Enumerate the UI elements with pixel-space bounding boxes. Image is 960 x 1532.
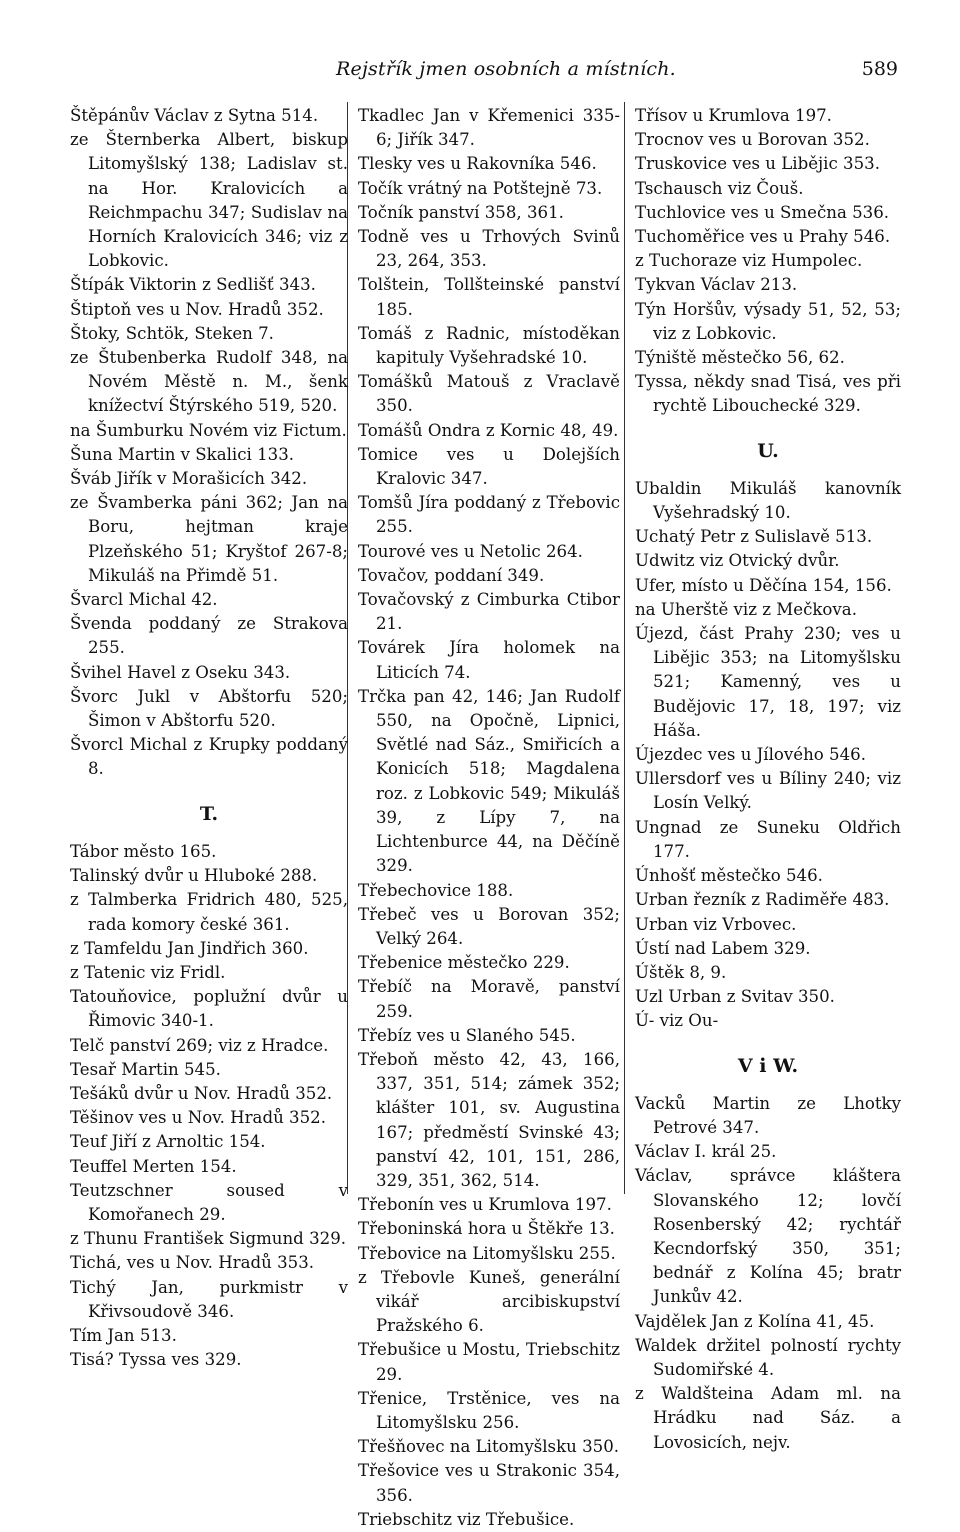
index-entry: Třebušice u Mostu, Triebschitz 29. xyxy=(358,1340,620,1384)
index-entry: Třebonín ves u Krumlova 197. xyxy=(358,1195,612,1215)
index-entry: Štěpánův Václav z Sytna 514. xyxy=(70,106,319,125)
entry-list xyxy=(70,840,348,1372)
index-entry: Švarcl Michal 42. xyxy=(70,590,218,610)
index-entry: Waldek držitel polností rychty Sudomiřské 4. xyxy=(635,1335,901,1379)
index-entry: Urban viz Vrbovec. xyxy=(635,914,797,934)
index-entry: Štiptoň ves u Nov. Hradů 352. xyxy=(70,299,324,319)
index-entry: Todně ves u Trhových Svinů 23, 264, 353. xyxy=(358,227,620,271)
index-entry: Těšinov ves u Nov. Hradů 352. xyxy=(70,1108,326,1128)
index-entry: Tomáš z Radnic, místoděkan kapituly Vyšehradské 10. xyxy=(358,323,620,368)
index-entry: Švorc Jukl v Abštorfu 520; Šimon v Abštorfu 520. xyxy=(70,686,348,731)
index-entry: z Waldšteina Adam ml. na Hrádku nad Sáz. a Lovosicích, nejv. xyxy=(635,1384,901,1452)
index-entry: Šuna Martin v Skalici 133. xyxy=(70,444,295,464)
index-entry: Tichý Jan, purkmistr v Křivsoudově 346. xyxy=(70,1277,348,1321)
index-entry: Ú- viz Ou- xyxy=(635,1011,719,1031)
index-entry: Továrek Jíra holomek na Liticích 74. xyxy=(358,638,620,682)
index-entry: z Tuchoraze viz Humpolec. xyxy=(635,251,863,271)
entry-list xyxy=(635,1092,901,1455)
index-entry: Šváb Jiřík v Morašicích 342. xyxy=(70,469,308,489)
index-entry: Tím Jan 513. xyxy=(70,1325,177,1345)
index-entry: Třebechovice 188. xyxy=(358,880,514,900)
index-entry: Teuf Jiří z Arnoltic 154. xyxy=(70,1132,266,1152)
index-entry: Václav, správce kláštera Slovanského 12; lovčí Rosenberský 42; rychtář Kecndorfský 350, 351; bednář z Kolína 45; bratr Junkův 42. xyxy=(635,1166,901,1307)
index-entry: Točík vrátný na Potštejně 73. xyxy=(358,178,603,198)
index-entry: Třešovice ves u Strakonic 354, 356. xyxy=(358,1461,620,1505)
index-entry: Tatouňovice, poplužní dvůr u Řimovic 340-1. xyxy=(70,987,348,1031)
index-entry: Třeboninská hora u Štěkře 13. xyxy=(358,1219,615,1239)
index-entry: Ungnad ze Suneku Oldřich 177. xyxy=(635,817,901,861)
index-entry: z Tatenic viz Fridl. xyxy=(70,962,226,982)
index-entry: z Thunu František Sigmund 329. xyxy=(70,1229,347,1249)
index-entry: Újezd, část Prahy 230; ves u Libějic 353; na Litomyšlsku 521; Kamenný, ves u Budějovic 17, 18, 197; viz Háša. xyxy=(635,624,901,740)
index-entry: Tichá, ves u Nov. Hradů 353. xyxy=(70,1253,315,1273)
index-entry: z Tamfeldu Jan Jindřich 360. xyxy=(70,938,309,958)
index-entry: Třebíč na Moravě, panství 259. xyxy=(358,977,620,1021)
index-entry: Tuchoměřice ves u Prahy 546. xyxy=(635,227,891,247)
index-entry: Vacků Martin ze Lhotky Petrové 347. xyxy=(635,1093,901,1137)
index-entry: Tyssa, někdy snad Tisá, ves při rychtě Libouchecké 329. xyxy=(635,372,901,416)
index-entry: Ubaldin Mikuláš kanovník Vyšehradský 10. xyxy=(635,478,901,523)
index-entry: Týn Horšův, výsady 51, 52, 53; viz z Lobkovic. xyxy=(635,299,901,343)
index-entry: Talinský dvůr u Hluboké 288. xyxy=(70,866,318,886)
index-entry: Třebenice městečko 229. xyxy=(358,953,570,973)
index-entry: ze Štubenberka Rudolf 348, na Novém Městě n. M., šenk knížectví Štýrského 519, 520. xyxy=(70,348,348,416)
index-entry: Uchatý Petr z Sulislavě 513. xyxy=(635,527,873,547)
index-entry: z Třebovle Kuneš, generální vikář arcibiskupství Pražského 6. xyxy=(358,1267,620,1336)
index-entry: Třísov u Krumlova 197. xyxy=(635,106,832,125)
index-entry: Triebschitz viz Třebušice. xyxy=(358,1509,575,1529)
index-entry: Tomášů Ondra z Kornic 48, 49. xyxy=(358,420,619,440)
index-entry: Tkadlec Jan v Křemenici 335-6; Jiřík 347. xyxy=(358,106,620,150)
index-entry: Únhošť městečko 546. xyxy=(635,866,823,886)
index-entry: Tschausch viz Čouš. xyxy=(635,178,804,198)
index-entry: Třeboň město 42, 43, 166, 337, 351, 514; zámek 352; klášter 101, sv. Augustina 167; předměstí Svinské 43; panství 42, 101, 151, 286, 329, 351, 362, 514. xyxy=(358,1049,620,1190)
index-entry: Truskovice ves u Libějic 353. xyxy=(635,154,881,174)
index-entry: Tuchlovice ves u Smečna 536. xyxy=(635,202,890,222)
index-column-2 xyxy=(358,104,620,1532)
index-entry: Týniště městečko 56, 62. xyxy=(635,348,845,368)
index-entry: Tesař Martin 545. xyxy=(70,1059,221,1079)
index-entry: Tomice ves u Dolejších Kralovic 347. xyxy=(358,444,620,489)
index-entry: Švihel Havel z Oseku 343. xyxy=(70,662,291,682)
index-entry: Václav I. král 25. xyxy=(635,1142,777,1162)
entry-list xyxy=(70,104,348,782)
index-column-3 xyxy=(635,104,901,1455)
index-entry: Tovačovský z Cimburka Ctibor 21. xyxy=(358,590,620,634)
index-entry: Točník panství 358, 361. xyxy=(358,202,564,222)
section-heading-v-w: V i W. xyxy=(737,1054,799,1077)
section-heading-u: U. xyxy=(757,439,779,462)
index-entry: Štípák Viktorin z Sedlišť 343. xyxy=(70,275,316,295)
index-entry: Tourové ves u Netolic 264. xyxy=(358,541,583,561)
index-entry: Štoky, Schtök, Steken 7. xyxy=(70,323,274,343)
index-entry: Udwitz viz Otvický dvůr. xyxy=(635,551,840,571)
index-entry: Třebíz ves u Slaného 545. xyxy=(358,1025,576,1045)
index-entry: Úštěk 8, 9. xyxy=(635,962,727,982)
entry-list xyxy=(635,104,901,419)
index-entry: Teuffel Merten 154. xyxy=(70,1156,237,1176)
index-entry: Tomšů Jíra poddaný z Třebovic 255. xyxy=(358,493,620,537)
index-entry: Švorcl Michal z Krupky poddaný 8. xyxy=(70,735,348,779)
index-entry: Ústí nad Labem 329. xyxy=(635,938,811,958)
index-entry: Uzl Urban z Svitav 350. xyxy=(635,987,835,1007)
index-entry: Trocnov ves u Borovan 352. xyxy=(635,130,870,150)
index-entry: Ullersdorf ves u Bíliny 240; viz Losín Velký. xyxy=(635,769,901,813)
index-entry: Újezdec ves u Jílového 546. xyxy=(635,745,866,765)
index-entry: Tolštein, Tollšteinské panství 185. xyxy=(358,275,620,319)
index-entry: Třebovice na Litomyšlsku 255. xyxy=(358,1243,616,1263)
index-entry: Tábor město 165. xyxy=(70,841,217,861)
index-column-1 xyxy=(70,104,348,1372)
column-divider xyxy=(624,102,625,1194)
index-entry: Třešňovec na Litomyšlsku 350. xyxy=(358,1437,620,1457)
index-entry: Třebeč ves u Borovan 352; Velký 264. xyxy=(358,904,620,948)
index-entry: Tisá? Tyssa ves 329. xyxy=(70,1350,242,1370)
index-entry: Tomášků Matouš z Vraclavě 350. xyxy=(358,372,620,416)
entry-list xyxy=(635,477,901,1034)
page-header xyxy=(0,58,960,88)
index-entry: Švenda poddaný ze Strakova 255. xyxy=(70,614,348,658)
index-entry: Ufer, místo u Děčína 154, 156. xyxy=(635,575,892,595)
entry-list xyxy=(358,104,620,1532)
index-entry: Trčka pan 42, 146; Jan Rudolf 550, na Opočně, Lipnici, Světlé nad Sáz., Smiřicích a Konicích 518; Magdalena roz. z Lobkovic 549; Mikuláš 39, z Lípy 7, na Lichtenburce 44, na Děčíně 329. xyxy=(358,686,620,876)
index-entry: Tovačov, poddaní 349. xyxy=(358,565,545,585)
index-entry: na Šumburku Novém viz Fictum. xyxy=(70,420,347,440)
index-entry: Urban řezník z Radiměře 483. xyxy=(635,890,890,910)
running-title: Rejstřík jmen osobních a místních. xyxy=(336,58,676,80)
index-entry: na Uherště viz z Mečkova. xyxy=(635,599,857,619)
index-entry: Vajdělek Jan z Kolína 41, 45. xyxy=(635,1311,875,1331)
index-entry: ze Švamberka páni 362; Jan na Boru, hejtman kraje Plzeňského 51; Kryštof 267-8; Mikuláš na Přimdě 51. xyxy=(70,493,348,585)
index-entry: Tykvan Václav 213. xyxy=(635,275,798,295)
index-entry: Telč panství 269; viz z Hradce. xyxy=(70,1035,329,1055)
index-entry: ze Šternberka Albert, biskup Litomyšlský 138; Ladislav st. na Hor. Kralovicích a Reichmpachu 347; Sudislav na Horních Kralovicích 346; viz z Lobkovic. xyxy=(70,130,348,271)
index-entry: z Talmberka Fridrich 480, 525, rada komory české 361. xyxy=(70,890,348,934)
index-entry: Tešáků dvůr u Nov. Hradů 352. xyxy=(70,1083,333,1103)
index-entry: Tlesky ves u Rakovníka 546. xyxy=(358,154,597,174)
section-heading-t: T. xyxy=(199,802,219,825)
page-number: 589 xyxy=(861,58,898,80)
index-entry: Teutzschner soused v Komořanech 29. xyxy=(70,1180,348,1224)
index-entry: Třenice, Trstěnice, ves na Litomyšlsku 256. xyxy=(358,1388,620,1432)
